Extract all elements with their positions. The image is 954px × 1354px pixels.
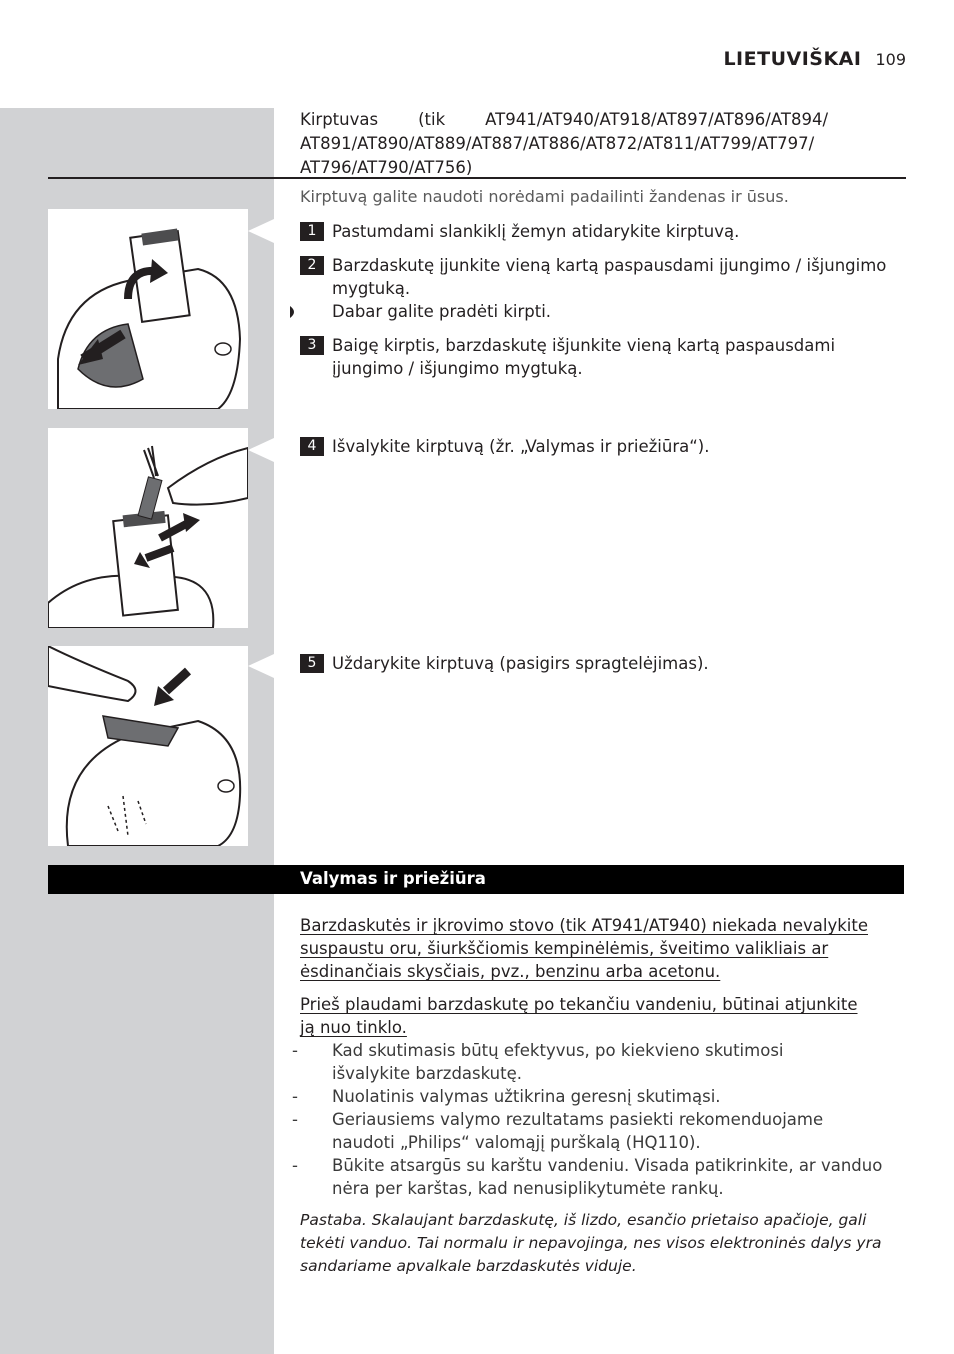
warning-1-line: Barzdaskutės ir įkrovimo stovo (tik AT941/AT940) niekada nevalykite	[300, 916, 869, 935]
step-text: Baigę kirptis, barzdaskutę išjunkite vieną kartą paspausdami įjungimo / išjungimo mygtuką.	[332, 336, 836, 378]
section-title-trimmer	[300, 108, 906, 180]
step-text: Uždarykite kirptuvą (pasigirs spragtelėjimas).	[332, 654, 709, 673]
language-label: LIETUVIŠKAI	[723, 48, 862, 70]
list-item: - Būkite atsargūs su karštu vandeniu. Visada patikrinkite, ar vanduo nėra per karštas, kad nenusiplikytumėte rankų.	[292, 1154, 902, 1200]
step-5	[300, 652, 900, 675]
trimmer-close-illustration	[48, 646, 248, 846]
page-number: 109	[875, 50, 906, 69]
section-title-cleaning: Valymas ir priežiūra	[300, 869, 486, 888]
illustration-pointer	[248, 219, 274, 243]
warning-2-line: Prieš plaudami barzdaskutę po tekančiu vandeniu, būtinai atjunkite	[300, 995, 858, 1014]
list-item: - Nuolatinis valymas užtikrina geresnį skutimąsi.	[292, 1085, 902, 1108]
note-paragraph: Pastaba. Skalaujant barzdaskutę, iš lizdo, esančio prietaiso apačioje, gali tekėti vanduo. Tai normalu ir nepavojinga, nes visos elektroninės dalys yra sandariame apvalkale barzdaskutės viduje.	[300, 1211, 882, 1275]
section-divider	[48, 177, 906, 179]
step-text: Pastumdami slankiklį žemyn atidarykite kirptuvą.	[332, 222, 740, 241]
list-item-text: Kad skutimasis būtų efektyvus, po kiekvieno skutimosi išvalykite barzdaskutę.	[332, 1041, 784, 1083]
step-number: 5	[300, 654, 324, 673]
list-item-text: Nuolatinis valymas užtikrina geresnį skutimąsi.	[332, 1087, 721, 1106]
warning-1-line: suspaustu oru, šiurkščiomis kempinėlėmis, šveitimo valikliais ar	[300, 939, 829, 958]
title-line-3: AT796/AT790/AT756)	[300, 158, 473, 177]
title-line-2: AT891/AT890/AT889/AT887/AT886/AT872/AT811/AT799/AT797/	[300, 134, 815, 153]
title-line-1-c: AT941/AT940/AT918/AT897/AT896/AT894/	[485, 110, 828, 129]
title-line-1-a: Kirptuvas	[300, 110, 379, 129]
bullet-arrow-icon	[290, 306, 297, 318]
step-number: 2	[300, 256, 324, 275]
list-item: - Kad skutimasis būtų efektyvus, po kiekvieno skutimosi išvalykite barzdaskutę.	[292, 1039, 902, 1085]
list-item-text: Geriausiems valymo rezultatams pasiekti rekomenduojame naudoti „Philips“ valomąjį purškalą (HQ110).	[332, 1110, 824, 1152]
illustration-pointer	[248, 438, 274, 462]
intro-text: Kirptuvą galite naudoti norėdami padailinti žandenas ir ūsus.	[300, 187, 789, 206]
list-item-text: Būkite atsargūs su karštu vandeniu. Visada patikrinkite, ar vanduo nėra per karštas, kad nenusiplikytumėte rankų.	[332, 1156, 883, 1198]
step-4	[300, 435, 900, 458]
step-2	[300, 254, 900, 300]
title-line-1-b: (tik	[418, 110, 446, 129]
warning-2	[300, 993, 880, 1039]
illustration-pointer	[248, 654, 274, 678]
step-1	[300, 220, 900, 243]
warning-2-line: ją nuo tinklo.	[300, 1018, 407, 1037]
step-3	[300, 334, 900, 380]
page-header	[723, 48, 906, 70]
section-header-cleaning	[48, 865, 904, 894]
step-text: Barzdaskutę įjunkite vieną kartą paspausdami įjungimo / išjungimo mygtuką.	[332, 256, 887, 298]
step-number: 3	[300, 336, 324, 355]
trimmer-open-illustration	[48, 209, 248, 409]
trimmer-brush-cleaning-illustration	[48, 428, 248, 628]
step-number: 1	[300, 222, 324, 241]
step-number: 4	[300, 437, 324, 456]
step-text: Išvalykite kirptuvą (žr. „Valymas ir priežiūra“).	[332, 437, 710, 456]
bullet-text: Dabar galite pradėti kirpti.	[332, 302, 552, 321]
warning-1-line: ėsdinančiais skysčiais, pvz., benzinu arba acetonu.	[300, 962, 721, 981]
title-line-1	[300, 108, 828, 132]
list-item: - Geriausiems valymo rezultatams pasiekti rekomenduojame naudoti „Philips“ valomąjį purškalą (HQ110).	[292, 1108, 902, 1154]
warning-1	[300, 914, 880, 983]
